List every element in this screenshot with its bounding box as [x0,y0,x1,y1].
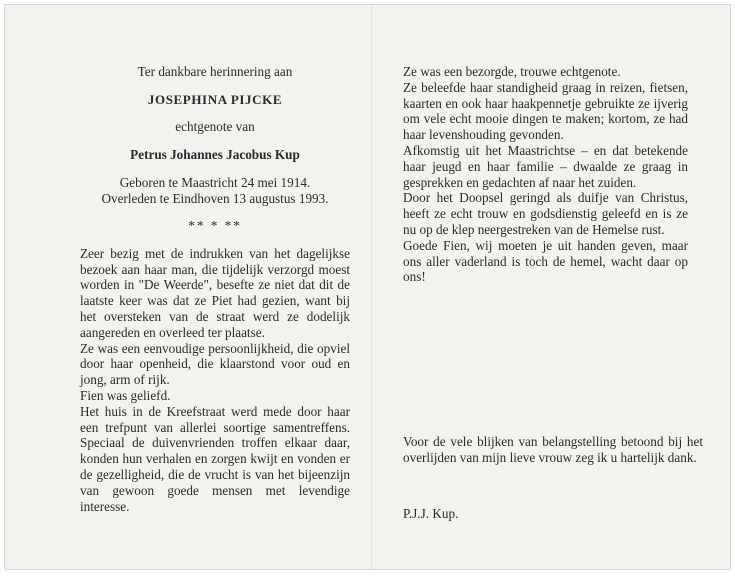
paragraph: Zeer bezig met de indrukken van het dagelijkse bezoek aan haar man, die tijdelijk verzorgd moest worden in "De Weerde", besefte ze niet dat dit de laatste keer was dat ze Piet had gezien, want bij het oversteken van de straat werd ze dodelijk aangereden en overleed ter plaatse. [80,245,350,340]
paragraph: Door het Doopsel geringd als duifje van Christus, heeft ze echt trouw en godsdienstig geleefd en is ze nu op de klep neergestreken van de Hemelse rust. [403,190,688,237]
thanks-text: Voor de vele blijken van belangstelling betoond bij het overlijden van mijn lieve vrouw zeg ik u hartelijk dank. [403,434,703,465]
dates-block [80,175,350,208]
signature: P.J.J. Kup. [403,506,459,521]
card-fold [371,4,372,570]
left-page [80,64,350,514]
paragraph: Afkomstig uit het Maastrichtse – en dat betekende haar jeugd en haar familie – dwaalde ze graag in gesprekken en gedachten af naar het zuiden. [403,142,688,190]
death-line: Overleden te Eindhoven 13 augustus 1993. [101,191,329,207]
paragraph: Ze was een eenvoudige persoonlijkheid, die opviel door haar openheid, die klaarstond voor oud en jong, arm of rijk. [80,340,350,388]
relation-line: echtgenote van [175,119,255,134]
paragraph: Fien was geliefd. [80,387,171,403]
right-page [403,64,688,285]
paragraph: Het huis in de Kreefstraat werd mede door haar een trefpunt van allerlei soortige samentreffens. Speciaal de duivenvrienden troffen elkaar daar, konden hun verhalen en zorgen kwijt en vonden er de gezelligheid, die de vrucht is van het bijeenzijn van gewoon goede mensen met levendige interesse. [80,403,350,514]
separator-stars: ** * ** [188,217,242,233]
intro-line: Ter dankbare herinnering aan [137,64,293,79]
birth-line: Geboren te Maastricht 24 mei 1914. [119,175,311,190]
deceased-name: JOSEPHINA PIJCKE [147,92,283,107]
paragraph: Ze beleefde haar standigheid graag in reizen, fietsen, kaarten en ook haar haakpennetje gebruikte ze ijverig om vele echt mooie dingen te maken; kortom, ze had haar levenshouding gevonden. [403,79,688,143]
left-body [80,246,350,515]
paragraph: Ze was een bezorgde, trouwe echtgenote. [403,64,621,79]
paragraph: Goede Fien, wij moeten je uit handen geven, maar ons aller vaderland is toch de hemel, wacht daar op ons! [403,237,688,285]
husband-name: Petrus Johannes Jacobus Kup [130,147,300,162]
